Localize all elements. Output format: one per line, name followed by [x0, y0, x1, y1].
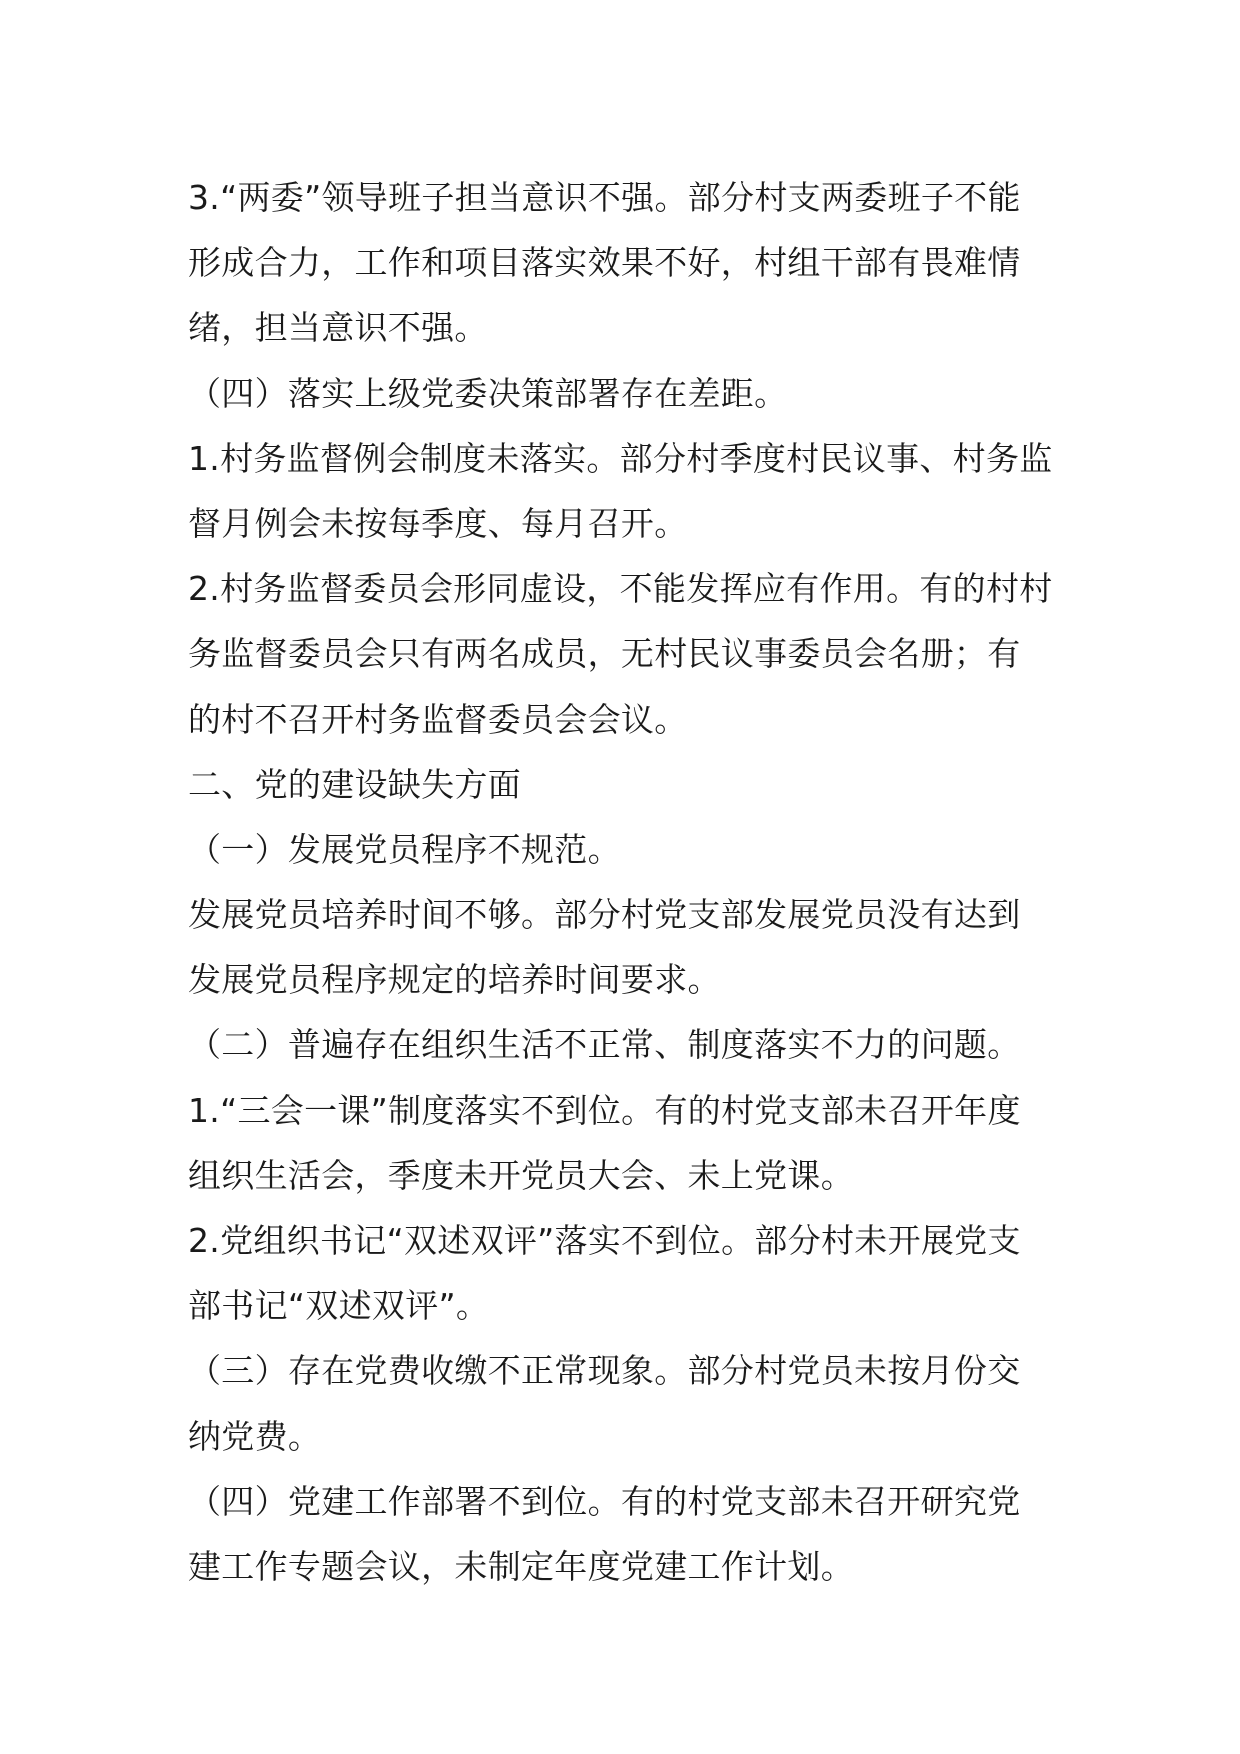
text-line: 发展党员程序规定的培养时间要求。 — [188, 960, 721, 1000]
text-line: 部书记“双述双评”。 — [188, 1286, 490, 1326]
section-heading: （三）存在党费收缴不正常现象。部分村党员未按月份交 — [188, 1351, 1021, 1391]
section-heading: （二）普遍存在组织生活不正常、制度落实不力的问题。 — [188, 1025, 1021, 1065]
text-line: 组织生活会，季度未开党员大会、未上党课。 — [188, 1155, 854, 1195]
section-heading: （四）党建工作部署不到位。有的村党支部未召开研究党 — [188, 1481, 1021, 1521]
document-body — [188, 165, 1058, 1599]
text-line: 务监督委员会只有两名成员，无村民议事委员会名册；有 — [188, 634, 1021, 674]
text-line: 督月例会未按每季度、每月召开。 — [188, 503, 688, 543]
text-line: 发展党员培养时间不够。部分村党支部发展党员没有达到 — [188, 895, 1021, 935]
text-line: 1.“三会一课”制度落实不到位。有的村党支部未召开年度 — [188, 1090, 1021, 1130]
section-heading: （四）落实上级党委决策部署存在差距。 — [188, 373, 788, 413]
text-line: 纳党费。 — [188, 1416, 322, 1456]
text-line: 2.党组织书记“双述双评”落实不到位。部分村未开展党支 — [188, 1221, 1021, 1260]
text-line: 形成合力，工作和项目落实效果不好，村组干部有畏难情 — [188, 243, 1021, 283]
text-line: 的村不召开村务监督委员会会议。 — [188, 699, 688, 739]
text-line: 绪，担当意识不强。 — [188, 308, 488, 348]
text-line: 建工作专题会议，未制定年度党建工作计划。 — [188, 1546, 854, 1586]
section-heading: （一）发展党员程序不规范。 — [188, 829, 621, 869]
section-heading: 二、党的建设缺失方面 — [188, 764, 521, 804]
text-line: 2.村务监督委员会形同虚设，不能发挥应有作用。有的村村 — [188, 569, 1053, 609]
text-line: 1.村务监督例会制度未落实。部分村季度村民议事、村务监 — [188, 438, 1053, 478]
text-line: 3.“两委”领导班子担当意识不强。部分村支两委班子不能 — [188, 178, 1021, 217]
